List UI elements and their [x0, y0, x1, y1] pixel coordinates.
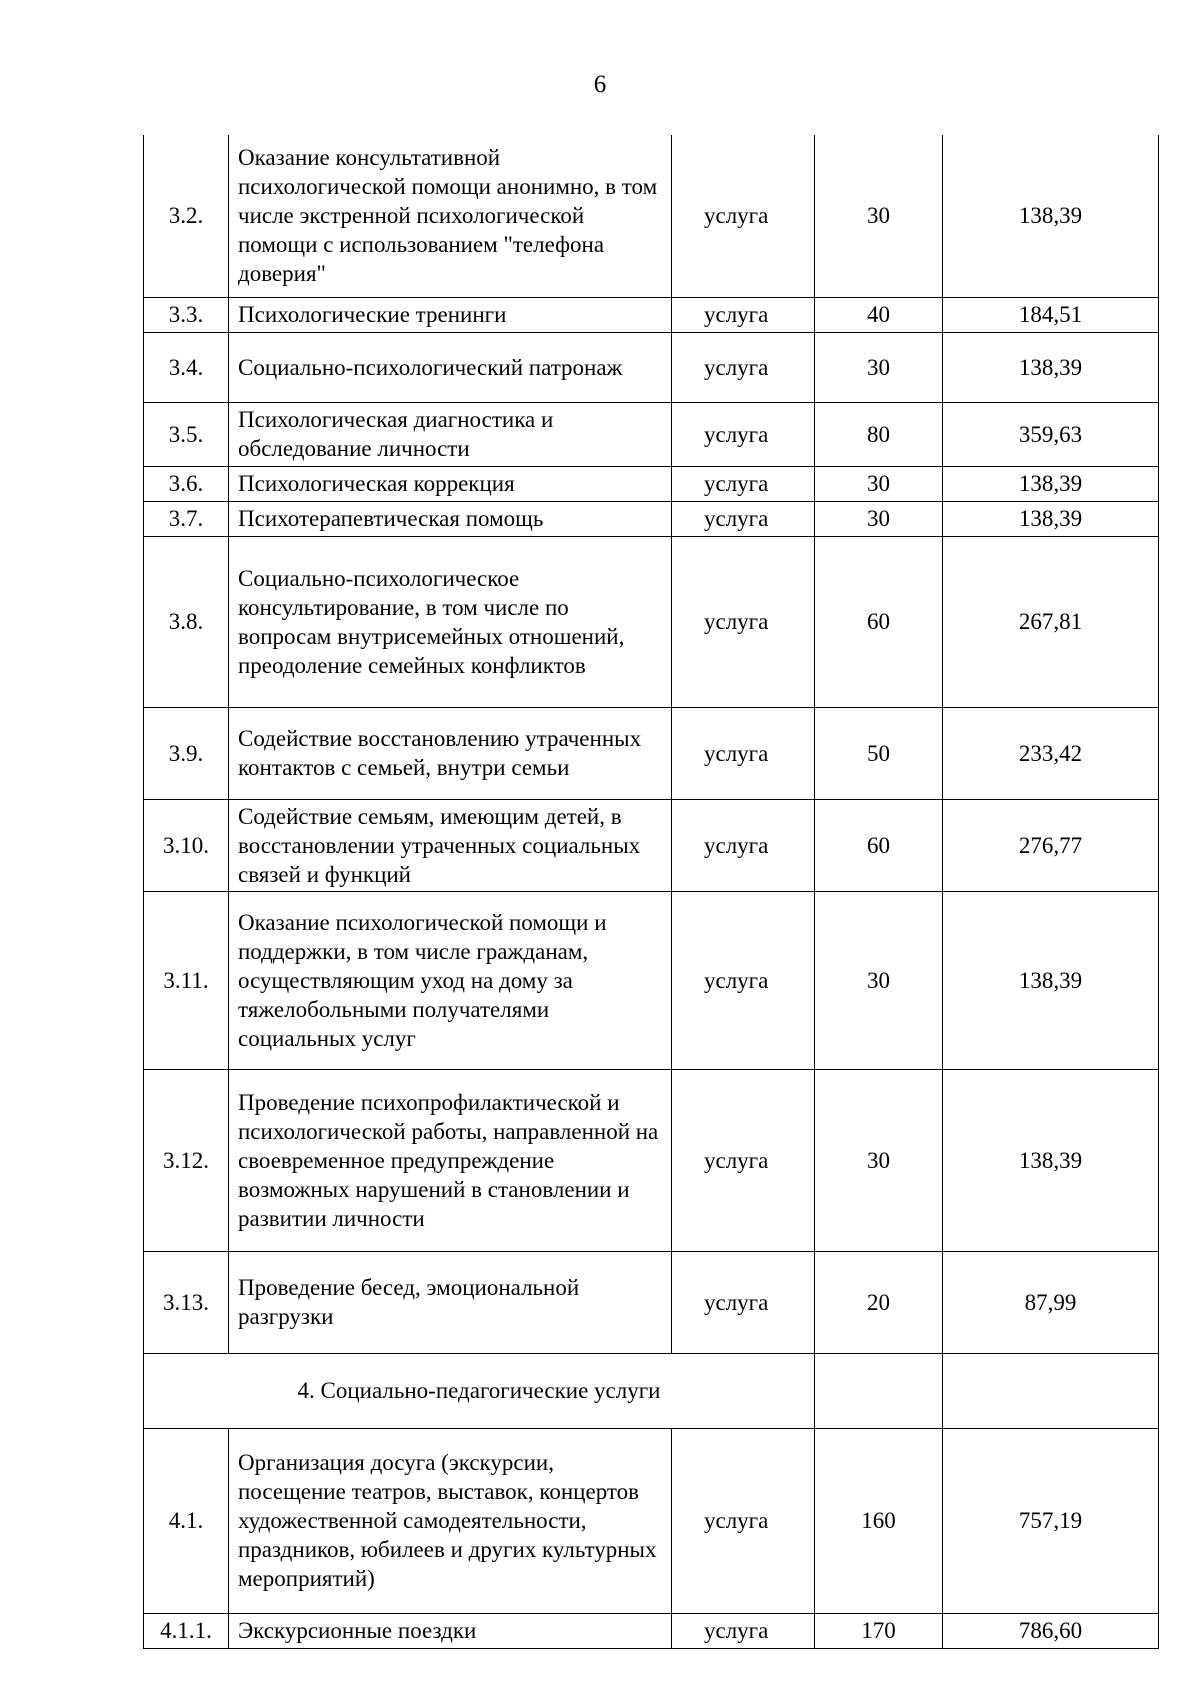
unit-cell: услуга — [672, 135, 815, 297]
row-number: 3.4. — [144, 332, 229, 402]
price-cell: 276,77 — [943, 799, 1159, 891]
service-name: Психологическая коррекция — [229, 466, 672, 501]
service-name: Социально-психологическое консультирование, в том числе по вопросам внутрисемейных отношений, преодоление семейных конфликтов — [229, 536, 672, 707]
unit-cell: услуга — [672, 1069, 815, 1251]
quantity-cell: 30 — [815, 501, 943, 536]
price-cell: 184,51 — [943, 297, 1159, 332]
quantity-cell: 30 — [815, 1069, 943, 1251]
table-row-3-12 — [144, 1069, 1159, 1251]
service-name: Содействие семьям, имеющим детей, в восстановлении утраченных социальных связей и функций — [229, 799, 672, 891]
service-name: Проведение бесед, эмоциональной разгрузки — [229, 1251, 672, 1353]
service-name: Социально-психологический патронаж — [229, 332, 672, 402]
row-number: 3.10. — [144, 799, 229, 891]
unit-cell: услуга — [672, 1428, 815, 1613]
price-cell: 138,39 — [943, 332, 1159, 402]
row-number: 3.9. — [144, 707, 229, 799]
service-name: Психологическая диагностика и обследование личности — [229, 402, 672, 466]
row-number: 3.11. — [144, 891, 229, 1069]
quantity-cell: 30 — [815, 135, 943, 297]
price-cell: 757,19 — [943, 1428, 1159, 1613]
unit-cell: услуга — [672, 332, 815, 402]
service-name: Экскурсионные поездки — [229, 1613, 672, 1648]
empty-cell — [815, 1353, 943, 1428]
service-name: Проведение психопрофилактической и психологической работы, направленной на своевременное предупреждение возможных нарушений в становлении и развитии личности — [229, 1069, 672, 1251]
row-number: 3.2. — [144, 135, 229, 297]
table-row-3-7 — [144, 501, 1159, 536]
price-cell: 87,99 — [943, 1251, 1159, 1353]
table-row-4-1 — [144, 1428, 1159, 1613]
table-row-4-1-1 — [144, 1613, 1159, 1648]
unit-cell: услуга — [672, 1251, 815, 1353]
empty-cell — [943, 1353, 1159, 1428]
section-header-row — [144, 1353, 1159, 1428]
quantity-cell: 160 — [815, 1428, 943, 1613]
quantity-cell: 50 — [815, 707, 943, 799]
table-row-3-8 — [144, 536, 1159, 707]
table-row-3-10 — [144, 799, 1159, 891]
table-row-3-3 — [144, 297, 1159, 332]
row-number: 4.1.1. — [144, 1613, 229, 1648]
service-name: Психологические тренинги — [229, 297, 672, 332]
row-number: 4.1. — [144, 1428, 229, 1613]
row-number: 3.5. — [144, 402, 229, 466]
table-row-3-6 — [144, 466, 1159, 501]
page-number: 6 — [593, 71, 607, 98]
quantity-cell: 170 — [815, 1613, 943, 1648]
service-name: Оказание консультативной психологической помощи анонимно, в том числе экстренной психологической помощи с использованием "телефона доверия" — [229, 135, 672, 297]
services-table — [143, 135, 1159, 1649]
row-number: 3.8. — [144, 536, 229, 707]
price-cell: 138,39 — [943, 135, 1159, 297]
quantity-cell: 30 — [815, 332, 943, 402]
table-row-3-13 — [144, 1251, 1159, 1353]
service-name: Организация досуга (экскурсии, посещение театров, выставок, концертов художественной самодеятельности, праздников, юбилеев и других культурных мероприятий) — [229, 1428, 672, 1613]
table-row-3-2 — [144, 135, 1159, 297]
unit-cell: услуга — [672, 297, 815, 332]
unit-cell: услуга — [672, 799, 815, 891]
row-number: 3.12. — [144, 1069, 229, 1251]
row-number: 3.6. — [144, 466, 229, 501]
quantity-cell: 30 — [815, 466, 943, 501]
price-cell: 267,81 — [943, 536, 1159, 707]
unit-cell: услуга — [672, 707, 815, 799]
unit-cell: услуга — [672, 536, 815, 707]
price-cell: 138,39 — [943, 501, 1159, 536]
table-row-3-5 — [144, 402, 1159, 466]
table-row-3-11 — [144, 891, 1159, 1069]
price-cell: 138,39 — [943, 891, 1159, 1069]
price-cell: 786,60 — [943, 1613, 1159, 1648]
quantity-cell: 20 — [815, 1251, 943, 1353]
price-cell: 359,63 — [943, 402, 1159, 466]
service-name: Психотерапевтическая помощь — [229, 501, 672, 536]
quantity-cell: 40 — [815, 297, 943, 332]
unit-cell: услуга — [672, 466, 815, 501]
price-cell: 233,42 — [943, 707, 1159, 799]
row-number: 3.7. — [144, 501, 229, 536]
quantity-cell: 60 — [815, 799, 943, 891]
quantity-cell: 30 — [815, 891, 943, 1069]
quantity-cell: 60 — [815, 536, 943, 707]
table-row-3-9 — [144, 707, 1159, 799]
price-cell: 138,39 — [943, 1069, 1159, 1251]
unit-cell: услуга — [672, 501, 815, 536]
section-title: 4. Социально-педагогические услуги — [144, 1353, 815, 1428]
row-number: 3.3. — [144, 297, 229, 332]
price-cell: 138,39 — [943, 466, 1159, 501]
quantity-cell: 80 — [815, 402, 943, 466]
unit-cell: услуга — [672, 1613, 815, 1648]
service-name: Оказание психологической помощи и поддержки, в том числе гражданам, осуществляющим уход на дому за тяжелобольными получателями социальных услуг — [229, 891, 672, 1069]
service-name: Содействие восстановлению утраченных контактов с семьей, внутри семьи — [229, 707, 672, 799]
unit-cell: услуга — [672, 402, 815, 466]
unit-cell: услуга — [672, 891, 815, 1069]
row-number: 3.13. — [144, 1251, 229, 1353]
table-row-3-4 — [144, 332, 1159, 402]
